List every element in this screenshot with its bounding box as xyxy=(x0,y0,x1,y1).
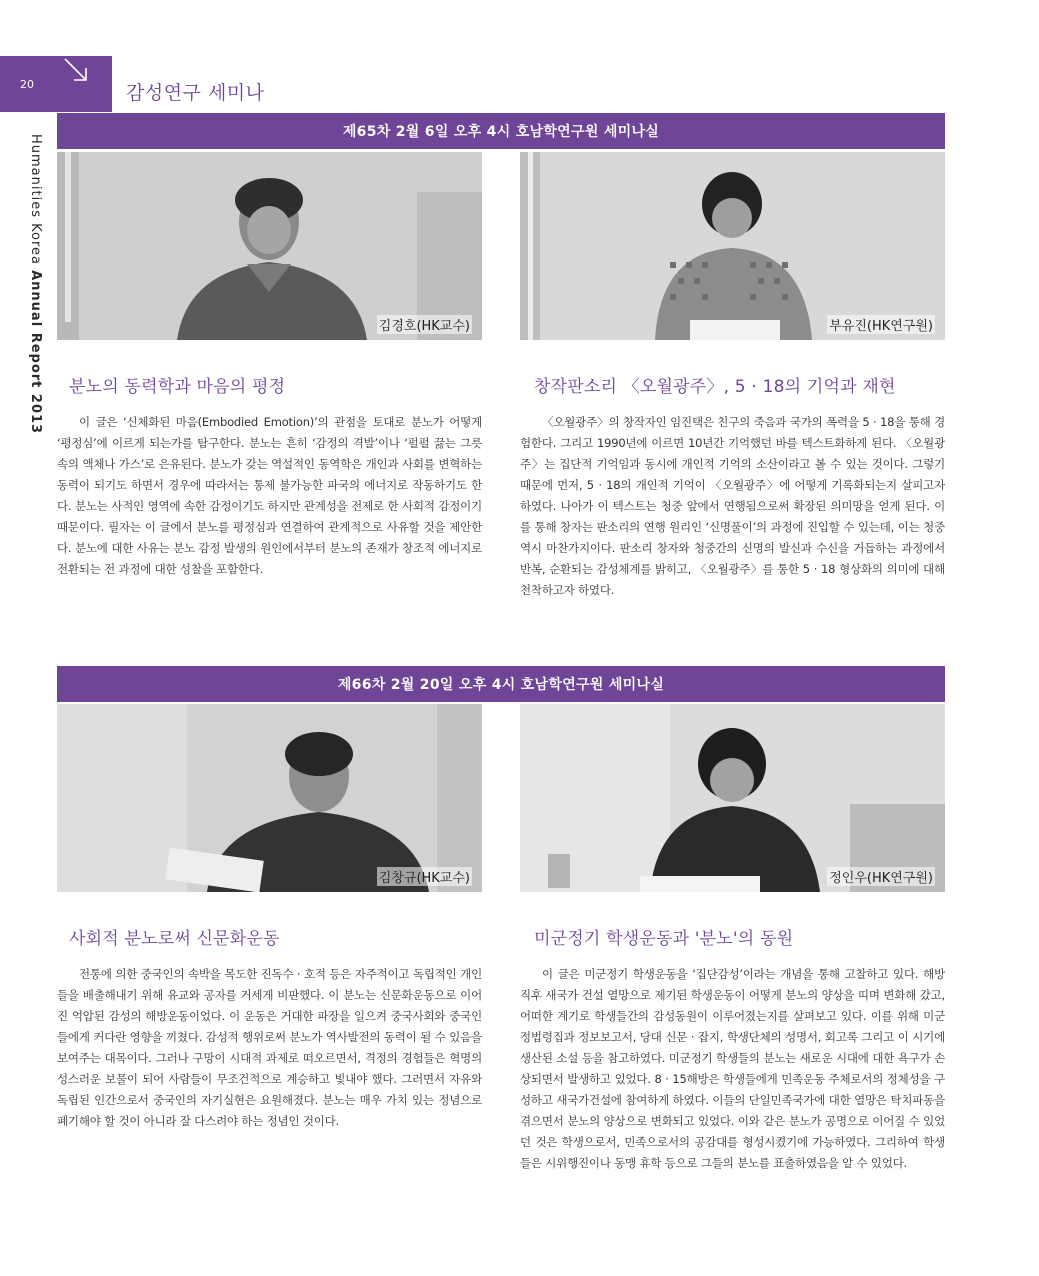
page-number: 20 xyxy=(20,78,34,91)
section-title: 감성연구 세미나 xyxy=(126,82,265,104)
article-paragraph: 이 글은 ‘신체화된 마음(Embodied Emotion)’의 관점을 토대로 분노가 어떻게 ‘평정심’에 이르게 되는가를 탐구한다. 분노는 흔히 ‘감정의 격발’이나 ‘펄펄 끓는 그릇 속의 액체나 가스’로 은유된다. 분노가 갖는 역설적인 동역학은 개인과 사회를 변혁하는 동력이 되기도 하면서 경우에 따라서는 통제 불가능한 파국의 에너지로 작동하기도 한다. 분노는 사적인 영역에 속한 감정이기도 하지만 관계성을 전제로 한 사회적 감정이기 때문이다. 필자는 이 글에서 분노를 평정심과 연결하여 관계적으로 사유할 것을 제안한다. 분노에 대한 사유는 분노 감정 발생의 원인에서부터 분노의 존재가 창조적 에너지로 전환되는 전 과정에 대한 성찰을 포함한다. xyxy=(57,415,482,576)
seminar-photo-image xyxy=(520,704,945,892)
side-label-bold: Annual Report 2013 xyxy=(28,270,43,435)
photo-boo-yujin xyxy=(520,152,945,340)
article-title: 창작판소리 〈오월광주〉, 5 · 18의 기억과 재현 xyxy=(534,377,896,397)
article-body xyxy=(57,964,482,1132)
seminar-photo-image xyxy=(57,152,482,340)
photo-kim-kyungho xyxy=(57,152,482,340)
photo-caption: 부유진(HK연구원) xyxy=(827,315,935,334)
seminar-photo-image xyxy=(57,704,482,892)
photo-caption: 정인우(HK연구원) xyxy=(827,867,935,886)
seminar-66-bar: 제66차 2월 20일 오후 4시 호남학연구원 세미나실 xyxy=(57,666,945,702)
article-paragraph: 이 글은 미군정기 학생운동을 ‘집단감성’이라는 개념을 통해 고찰하고 있다. 해방 직후 새국가 건설 열망으로 제기된 학생운동이 어떻게 분노의 양상을 띠며 변화해 갔고, 어떠한 계기로 학생들간의 감성동원이 이루어졌는지를 살펴보고 있다. 이를 위해 미군정법령집과 정보보고서, 당대 신문 · 잡지, 학생단체의 성명서, 회고록 그리고 이 시기에 생산된 소설 등을 참고하였다. 미군정기 학생들의 분노는 새로운 시대에 대한 욕구가 손상되면서 발생하고 있었다. 8 · 15해방은 학생들에게 민족운동 주체로서의 정체성을 구성하고 새국가건설에 참여하게 하였다. 이들의 단일민족국가에 대한 열망은 탁치파동을 겪으면서 분노의 양상으로 변화되고 있었다. 이와 같은 분노가 공명으로 이어질 수 있었던 것은 학생으로서, 민족으로서의 공감대를 형성시켰기에 가능하였다. 그리하여 학생들은 시위행진이나 동맹 휴학 등으로 그들의 분노를 표출하였음을 알 수 있었다. xyxy=(520,967,945,1170)
article-body xyxy=(57,412,482,580)
photo-caption: 김경호(HK교수) xyxy=(377,315,472,334)
seminar-65-bar: 제65차 2월 6일 오후 4시 호남학연구원 세미나실 xyxy=(57,113,945,149)
article-paragraph: 〈오월광주〉의 창작자인 임진택은 친구의 죽음과 국가의 폭력을 5 · 18을 통해 경험한다. 그리고 1990년에 이르면 10년간 기억했던 바를 텍스트화하게 된다. 〈오월광주〉는 집단적 기억임과 동시에 개인적 기억의 소산이라고 볼 수 있는 것이다. 그렇기 때문에 먼저, 5 · 18의 개인적 기억이 〈오월광주〉에 어떻게 기록화되는지 살피고자 하였다. 나아가 이 텍스트는 청중 앞에서 연행됨으로써 확장된 의미망을 얻게 된다. 이를 통해 창자는 판소리의 연행 원리인 ‘신명풀이’의 과정에 진입할 수 있는데, 이는 청중 역시 마찬가지이다. 판소리 창자와 청중간의 신명의 발신과 수신을 거듭하는 과정에서 반복, 순환되는 감성체계를 밝히고, 〈오월광주〉를 통한 5 · 18 형상화의 의미에 대해 천착하고자 하였다. xyxy=(520,415,945,597)
article-title: 분노의 동력학과 마음의 평정 xyxy=(69,377,286,397)
side-label-light: Humanities Korea xyxy=(28,134,43,271)
seminar-photo-image xyxy=(520,152,945,340)
arrow-box xyxy=(56,56,112,112)
article-paragraph: 전통에 의한 중국인의 속박을 목도한 진독수 · 호적 등은 자주적이고 독립적인 개인들을 배출해내기 위해 유교와 공자를 거세게 비판했다. 이 분노는 신문화운동으로 이어진 억압된 감성의 해방운동이었다. 이 운동은 거대한 파장을 일으켜 중국사회와 중국인들에게 커다란 영향을 끼쳤다. 감성적 행위로써 분노가 역사발전의 동력이 될 수 있음을 보여주는 대목이다. 그러나 구망이 시대적 과제로 떠오르면서, 격정의 경험들은 혁명의 성스러운 보물이 되어 사람들이 무조건적으로 계승하고 빛내야 했다. 그러면서 자유와 독립된 인간으로서 중국인의 자기실현은 요원해졌다. 분노는 매우 가치 있는 정념으로 폐기해야 할 것이 아니라 잘 다스려야 하는 정념인 것이다. xyxy=(57,967,482,1128)
arrow-down-right-icon xyxy=(62,56,92,86)
side-label xyxy=(28,134,43,434)
article-body xyxy=(520,964,945,1174)
photo-kim-changkyu xyxy=(57,704,482,892)
photo-caption: 김창규(HK교수) xyxy=(377,867,472,886)
article-title: 미군정기 학생운동과 '분노'의 동원 xyxy=(534,929,794,949)
article-body xyxy=(520,412,945,601)
photo-jung-inwoo xyxy=(520,704,945,892)
article-title: 사회적 분노로써 신문화운동 xyxy=(69,929,280,949)
